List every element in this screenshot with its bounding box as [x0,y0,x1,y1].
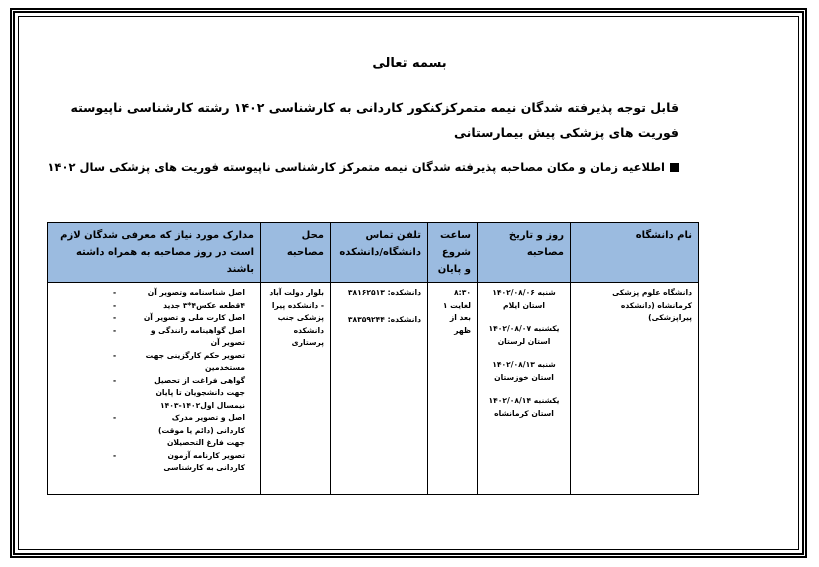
header-date: روز و تاریخ مصاحبه [478,223,571,283]
list-item: اصل شناسنامه وتصویر آن - [135,287,245,300]
table-header-row [48,223,699,283]
cell-time: ۸:۳۰ لغایت ۱ بعد از ظهر [428,283,478,495]
date-entry [484,359,564,384]
document-title: بسمه تعالی [372,56,447,71]
header-docs: مدارک مورد نیاز که معرفی شدگان لازم است در روز مصاحبه به همراه داشته باشند [48,223,261,283]
cell-university: دانشگاه علوم پزشکی کرمانشاه (دانشکده پیراپزشکی) [571,283,699,495]
cell-phone [331,283,428,495]
date-day: شنبه ۱۴۰۲/۰۸/۱۳ [492,360,556,369]
document-heading: قابل توجه پذیرفته شدگان نیمه متمرکزکنکور کاردانی به کارشناسی ۱۴۰۲ رشته کارشناسی ناپیوسته فوریت های پزشکی پیش بیمارستانی [70,100,679,140]
required-docs-list [54,287,254,475]
date-day: یکشنبه ۱۴۰۲/۰۸/۰۷ [488,324,560,333]
date-province: استان ایلام [503,300,545,310]
date-day: یکشنبه ۱۴۰۲/۰۸/۱۴ [488,396,560,405]
notice-text: اطلاعیه زمان و مکان مصاحبه پذیرفته شدگان نیمه متمرکز کارشناسی ناپیوسته فوریت های پزشکی سال ۱۴۰۲ [47,160,665,174]
header-phone: تلفن تماس دانشگاه/دانشکده [331,223,428,283]
list-item: اصل کارت ملی و تصویر آن - [135,312,245,325]
cell-dates [478,283,571,495]
date-entry [484,323,564,348]
header-university: نام دانشگاه [571,223,699,283]
phone-line: دانشکده: ۳۸۳۵۹۲۴۴ [347,314,421,324]
notice-line [39,160,679,174]
date-province: استان لرستان [497,336,551,346]
date-province: استان خوزستان [494,372,554,382]
cell-place: بلوار دولت آباد - دانشکده پیرا پزشکی جنب دانشکده پرستاری [261,283,331,495]
square-bullet-icon [670,163,679,172]
list-item: اصل و تصویر مدرک کاردانی (دائم یا موقت) جهت فارغ التحصیلان - [135,412,245,450]
header-place: محل مصاحبه [261,223,331,283]
interview-schedule-table [47,222,699,495]
date-day: شنبه ۱۴۰۲/۰۸/۰۶ [492,288,556,297]
date-province: استان کرمانشاه [494,408,554,418]
list-item: تصویر حکم کارگزینی جهت مستخدمین - [135,350,245,375]
date-entry [484,395,564,420]
list-item: گواهی فراغت از تحصیل جهت دانشجویان تا پایان نیمسال اول۱۴۰۲-۱۴۰۳ - [135,375,245,413]
date-entry [484,287,564,312]
list-item: اصل گواهینامه رانندگی و تصویر آن - [135,325,245,350]
cell-docs [48,283,261,495]
list-item: ۴قطعه عکس۴*۳ جدید - [135,300,245,313]
header-time: ساعت شروع و پایان [428,223,478,283]
list-item: تصویر کارنامه آزمون کاردانی به کارشناسی - [135,450,245,475]
table-row [48,283,699,495]
phone-line: دانشکده: ۳۸۱۶۲۵۱۳ [347,288,421,297]
